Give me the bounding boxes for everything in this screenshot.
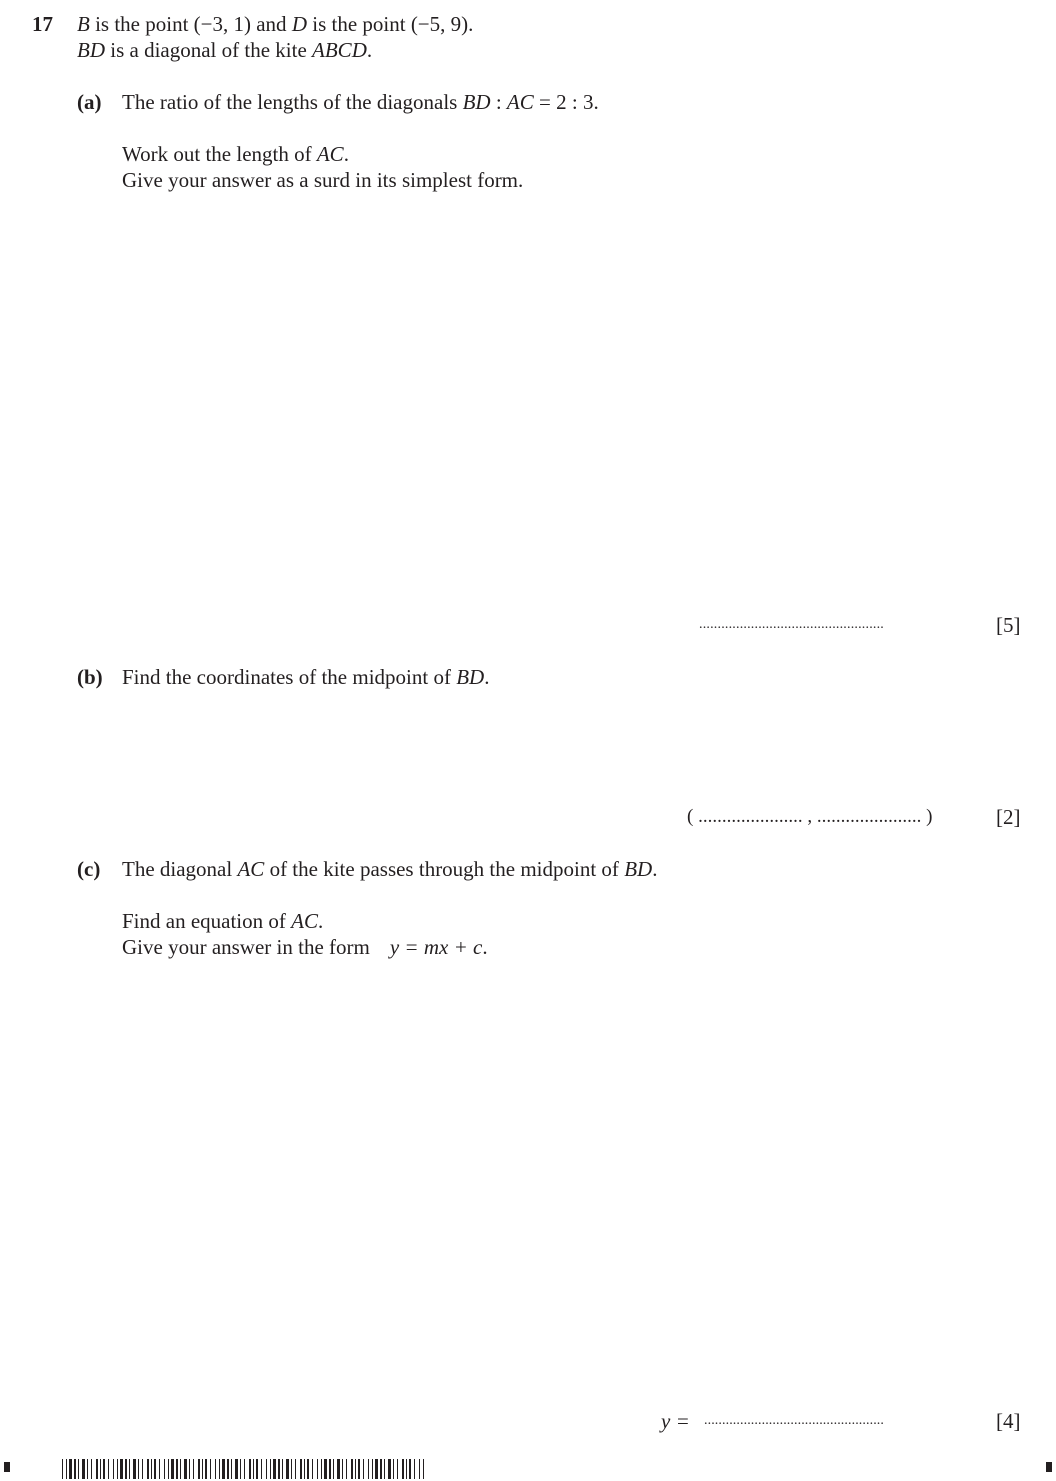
question-intro-line-2 (77, 37, 372, 63)
point-b-label: B (77, 12, 90, 36)
part-c-text: of the kite passes through the midpoint of (264, 857, 625, 881)
diagonal-ac-label: AC (316, 142, 344, 166)
intro-text: is a diagonal of the kite (105, 38, 313, 62)
diagonal-bd-label: BD (77, 38, 105, 62)
part-a-line-2 (122, 141, 349, 167)
intro-text: is the point (−3, 1) and (89, 12, 292, 36)
part-c-text: The diagonal (122, 857, 238, 881)
part-b-answer-coordinates[interactable]: ( ...................... , ...................... ) (687, 806, 933, 827)
part-c-line-3 (122, 934, 488, 960)
part-c-answer-prefix: y = (661, 1409, 690, 1433)
part-a-text: : (490, 90, 507, 114)
part-a-answer-line[interactable]: .................................................. (699, 617, 884, 632)
diagonal-bd-label: BD (456, 665, 485, 689)
part-a-label: (a) (77, 90, 102, 114)
alignment-marker-left (4, 1462, 10, 1472)
part-c-line-2 (122, 908, 323, 934)
alignment-marker-right (1046, 1462, 1052, 1472)
part-a-text: = 2 : 3. (533, 90, 599, 114)
part-a-text: The ratio of the lengths of the diagonals (122, 90, 463, 114)
intro-text: is the point (−5, 9). (306, 12, 474, 36)
part-c-text: . (317, 909, 324, 933)
part-a-text: . (343, 142, 349, 166)
part-c-line-1 (122, 856, 657, 882)
kite-abcd-label: ABCD (312, 38, 367, 62)
question-number: 17 (32, 12, 53, 36)
part-a-line-1 (122, 89, 599, 115)
barcode-image (62, 1459, 424, 1479)
part-c-text: . (482, 935, 488, 959)
diagonal-ac-label: AC (291, 909, 318, 933)
diagonal-bd-label: BD (624, 857, 653, 881)
diagonal-ac-label: AC (237, 857, 265, 881)
part-c-marks: [4] (996, 1409, 1021, 1433)
part-c-text: Give your answer in the form (122, 935, 370, 959)
part-c-answer-line[interactable]: .................................................. (704, 1413, 884, 1428)
part-b-marks: [2] (996, 805, 1021, 829)
part-b-text: . (484, 665, 490, 689)
question-intro-line-1 (77, 11, 473, 37)
diagonal-ac-label: AC (506, 90, 534, 114)
part-b-text: Find the coordinates of the midpoint of (122, 665, 457, 689)
part-b-line-1 (122, 664, 489, 690)
point-d-label: D (291, 12, 307, 36)
intro-text: . (366, 38, 373, 62)
part-c-text: Find an equation of (122, 909, 292, 933)
line-equation-formula: y = mx + c (389, 935, 483, 959)
part-b-label: (b) (77, 665, 103, 689)
part-a-text: Work out the length of (122, 142, 317, 166)
part-a-line-3: Give your answer as a surd in its simplest form. (122, 168, 524, 192)
diagonal-bd-label: BD (462, 90, 491, 114)
part-c-label: (c) (77, 857, 101, 881)
part-a-marks: [5] (996, 613, 1021, 637)
part-c-text: . (652, 857, 658, 881)
